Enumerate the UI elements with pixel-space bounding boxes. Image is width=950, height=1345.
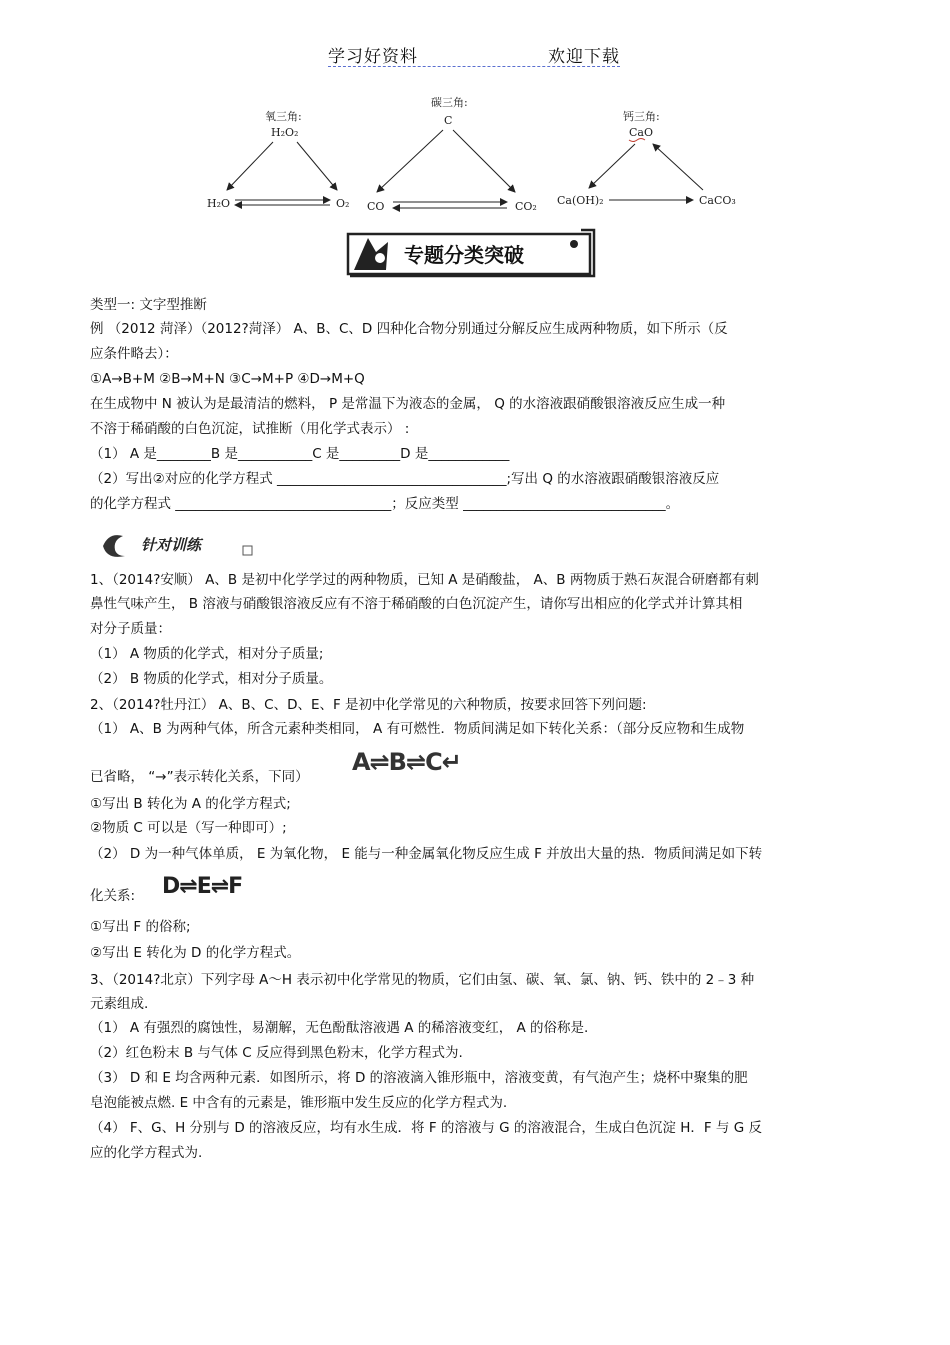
question-2b: 的化学方程式 ________________________________；反应类型 ______________________________。 xyxy=(90,496,680,512)
banner-title: 专题分类突破 xyxy=(404,243,524,267)
calcium-right: CaCO₃ xyxy=(699,194,736,207)
training-label xyxy=(97,528,257,560)
header-right: 欢迎下载 xyxy=(548,47,620,67)
calcium-top: CaO xyxy=(629,126,653,139)
p1-line-1: 1、（2014?安顺） A、B 是初中化学学过的两种物质，已知 A 是硝酸盐， A、B 两物质于熟石灰混合研磨都有刺 xyxy=(90,572,759,588)
p2-line-2: （1） A、B 为两种气体，所含元素种类相同， A 有可燃性．物质间满足如下转化关系：（部分反应物和生成物 xyxy=(90,721,745,737)
example-line-1: 例 （2012 菏泽）（2012?菏泽） A、B、C、D 四种化合物分别通过分解反应生成两种物质，如下所示（反 xyxy=(90,321,728,337)
calcium-title: 钙三角: xyxy=(623,110,660,123)
chain-abc: A⇌B⇌C↵ xyxy=(352,748,461,776)
type-heading: 类型一: 文字型推断 xyxy=(90,297,207,313)
p3-line-2: 元素组成. xyxy=(90,996,149,1012)
oxygen-right: O₂ xyxy=(336,197,350,210)
calcium-left: Ca(OH)₂ xyxy=(557,194,604,207)
p3-line-1: 3、（2014?北京）下列字母 A～H 表示初中化学常见的物质，它们由氢、碳、氧、氯、钠、钙、铁中的 2﹣3 种 xyxy=(90,972,755,988)
swirl-icon xyxy=(103,535,125,557)
header-left: 学习好资料 xyxy=(328,47,418,67)
p2-line-3: 已省略， “→”表示转化关系，下同） xyxy=(90,769,309,785)
oxygen-top: H₂O₂ xyxy=(271,126,299,139)
example-line-3: 在生成物中 N 被认为是最清洁的燃料， P 是常温下为液态的金属， Q 的水溶液跟硝酸银溶液反应生成一种 xyxy=(90,396,726,412)
carbon-right: CO₂ xyxy=(515,200,537,213)
p2-line-4: （2） D 为一种气体单质， E 为氧化物， E 能与一种金属氧化物反应生成 F 并放出大量的热．物质间满足如下转 xyxy=(90,846,763,862)
p2-q1: ①写出 B 转化为 A 的化学方程式; xyxy=(90,796,291,812)
p1-q2: （2） B 物质的化学式，相对分子质量。 xyxy=(90,671,333,687)
carbon-top: C xyxy=(444,114,453,127)
training-title: 针对训练 xyxy=(141,536,202,554)
section-banner xyxy=(346,228,596,278)
question-2a: （2）写出②对应的化学方程式 __________________________________;写出 Q 的水溶液跟硝酸银溶液反应 xyxy=(90,471,720,487)
oxygen-left: H₂O xyxy=(207,197,231,210)
p1-line-2: 鼻性气味产生， B 溶液与硝酸银溶液反应有不溶于稀硝酸的白色沉淀产生，请你写出相应的化学式并计算其相 xyxy=(90,596,743,612)
p3-q3a: （3） D 和 E 均含两种元素．如图所示，将 D 的溶液滴入锥形瓶中，溶液变黄，有气泡产生；烧杯中聚集的肥 xyxy=(90,1070,748,1086)
p3-q4b: 应的化学方程式为. xyxy=(90,1145,203,1161)
example-line-4: 不溶于稀硝酸的白色沉淀，试推断（用化学式表示） : xyxy=(90,421,410,437)
carbon-title: 碳三角: xyxy=(431,96,468,109)
p2-q4: ②写出 E 转化为 D 的化学方程式。 xyxy=(90,945,301,961)
carbon-left: CO xyxy=(367,200,385,213)
question-1: （1） A 是________B 是___________C 是_________D 是____________ xyxy=(90,446,510,462)
chain-def: D⇌E⇌F xyxy=(162,874,243,899)
p2-q3: ①写出 F 的俗称; xyxy=(90,919,191,935)
p2-line-1: 2、（2014?牡丹江） A、B、C、D、E、F 是初中化学常见的六种物质，按要求回答下列问题: xyxy=(90,697,647,713)
p3-q2: （2）红色粉末 B 与气体 C 反应得到黑色粉末，化学方程式为. xyxy=(90,1045,463,1061)
triangle-diagrams xyxy=(195,92,755,222)
p1-line-3: 对分子质量： xyxy=(90,621,171,637)
p3-q1: （1） A 有强烈的腐蚀性，易潮解，无色酚酞溶液遇 A 的稀溶液变红， A 的俗称是. xyxy=(90,1020,589,1036)
p1-q1: （1） A 物质的化学式，相对分子质量; xyxy=(90,646,324,662)
p2-line-5: 化关系: xyxy=(90,888,136,904)
oxygen-title: 氧三角: xyxy=(265,110,302,123)
page-header xyxy=(328,40,620,67)
p3-q4a: （4） F、G、H 分别与 D 的溶液反应，均有水生成．将 F 的溶液与 G 的溶液混合，生成白色沉淀 H．F 与 G 反 xyxy=(90,1120,762,1136)
example-line-2: 应条件略去）： xyxy=(90,346,178,362)
p2-q2: ②物质 C 可以是（写一种即可）; xyxy=(90,820,287,836)
p3-q3b: 皂泡能被点燃. E 中含有的元素是，锥形瓶中发生反应的化学方程式为. xyxy=(90,1095,508,1111)
reactions-line: ①A→B+M ②B→M+N ③C→M+P ④D→M+Q xyxy=(90,371,365,387)
